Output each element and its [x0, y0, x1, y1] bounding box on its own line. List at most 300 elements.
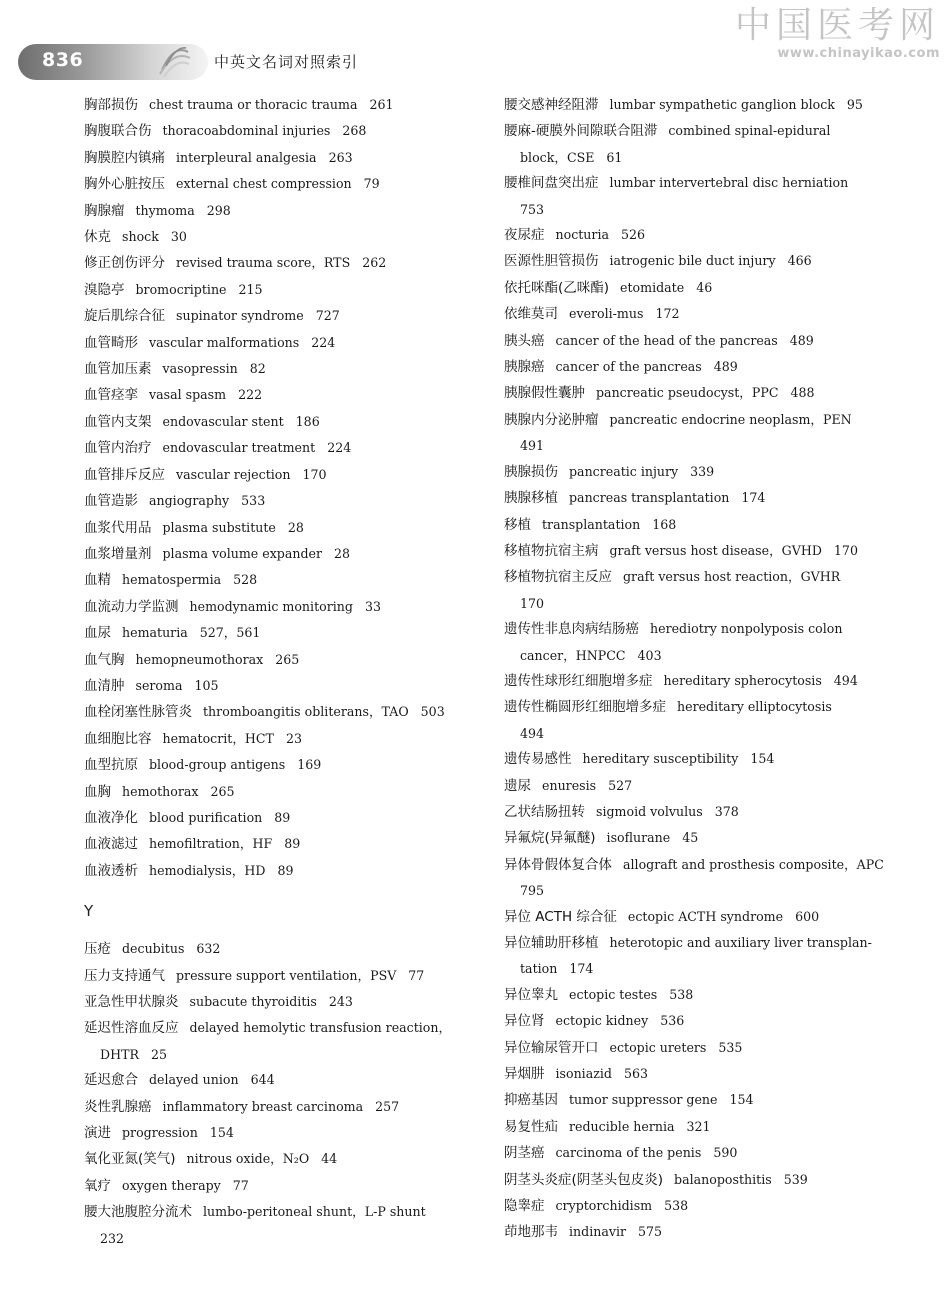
entry-english-term: herediotry nonpolyposis colon	[650, 621, 843, 637]
entry-english-term: shock	[122, 229, 159, 245]
entry-continuation	[84, 1226, 474, 1251]
entry-english-term: hereditary elliptocytosis	[677, 699, 832, 715]
entry-chinese-term: 移植物抗宿主反应	[504, 569, 612, 586]
entry-chinese-term: 遗传易感性	[504, 751, 572, 768]
entry-chinese-term: 茚地那韦	[504, 1224, 558, 1241]
index-entry	[504, 616, 894, 668]
entry-chinese-term: 胰腺假性囊肿	[504, 385, 585, 402]
entry-page-ref: 298	[206, 202, 231, 218]
index-entry	[84, 726, 474, 752]
index-entry	[84, 989, 474, 1015]
watermark-cn: 中国医考网	[734, 5, 940, 46]
index-entry	[84, 435, 474, 461]
entry-page-ref: 82	[249, 361, 266, 377]
entry-chinese-term: 异位睾丸	[504, 986, 558, 1003]
entry-chinese-term: 遗传性椭圆形红细胞增多症	[504, 699, 666, 716]
index-entry	[84, 92, 474, 118]
entry-continuation	[504, 956, 894, 981]
entry-page-ref: 503	[420, 704, 445, 720]
entry-continuation	[504, 145, 894, 170]
entry-page-ref: 538	[664, 1198, 689, 1214]
entry-continuation	[504, 591, 894, 616]
index-entry	[504, 799, 894, 825]
entry-page-ref: 154	[750, 751, 775, 767]
index-entry	[84, 963, 474, 989]
entry-english-term: bromocriptine	[135, 281, 227, 297]
entry-chinese-term: 遗传性球形红细胞增多症	[504, 672, 653, 689]
entry-page-ref: 28	[334, 545, 351, 561]
entry-english-term: oxygen therapy	[122, 1177, 221, 1193]
entry-english-term: supinator syndrome	[176, 308, 304, 324]
entry-english-term: thromboangitis obliterans，TAO	[203, 704, 409, 720]
entry-page-ref: 466	[787, 253, 812, 269]
entry-page-ref: 535	[718, 1039, 743, 1055]
entry-page-ref: 170	[833, 542, 858, 558]
entry-english-term: graft versus host reaction，GVHR	[623, 569, 841, 585]
entry-english-term: cryptorchidism	[555, 1198, 653, 1214]
entry-chinese-term: 异位 ACTH 综合征	[504, 908, 617, 925]
entry-chinese-term: 炎性乳腺癌	[84, 1098, 152, 1115]
entry-page-ref: 644	[250, 1072, 275, 1088]
entry-chinese-term: 异氟烷(异氟醚)	[504, 830, 596, 847]
entry-page-ref: 538	[669, 986, 694, 1002]
entry-page-ref: 527，561	[199, 625, 261, 641]
index-entry	[84, 515, 474, 541]
index-entry	[84, 382, 474, 408]
index-entry	[84, 1094, 474, 1120]
index-entry	[84, 198, 474, 224]
entry-english-term: endovascular treatment	[162, 440, 316, 456]
index-entry	[504, 222, 894, 248]
entry-chinese-term: 腰麻-硬膜外间隙联合阻滞	[504, 123, 658, 140]
entry-page-ref: 154	[729, 1092, 754, 1108]
entry-english-term: ectopic ureters	[609, 1039, 707, 1055]
entry-chinese-term: 胰腺损伤	[504, 463, 558, 480]
entry-chinese-term: 遗尿	[504, 777, 531, 794]
entry-page-ref: 170	[302, 466, 327, 482]
entry-english-term: thoracoabdominal injuries	[162, 123, 331, 139]
entry-page-ref: 28	[287, 519, 304, 535]
index-entry	[84, 409, 474, 435]
entry-english-term: heterotopic and auxiliary liver transplan-	[609, 935, 872, 950]
entry-page-ref: 494	[520, 725, 545, 741]
entry-page-ref: 174	[569, 961, 594, 977]
index-entry	[84, 303, 474, 329]
entry-page-ref: 600	[795, 908, 820, 924]
page-number: 836	[42, 49, 84, 71]
index-entry	[84, 541, 474, 567]
entry-english-term: pressure support ventilation，PSV	[176, 967, 397, 983]
entry-chinese-term: 异位肾	[504, 1013, 545, 1030]
entry-page-ref: 77	[232, 1177, 249, 1193]
entry-english-term: progression	[122, 1125, 198, 1141]
entry-chinese-term: 休克	[84, 229, 111, 246]
entry-page-ref: 488	[790, 385, 815, 401]
entry-english-term: blood purification	[149, 809, 263, 825]
entry-chinese-term: 异烟肼	[504, 1066, 545, 1083]
index-entry	[84, 805, 474, 831]
entry-chinese-term: 阴茎癌	[504, 1145, 545, 1162]
entry-english-term: isoniazid	[555, 1066, 612, 1082]
entry-english-term: hematospermia	[122, 572, 222, 588]
entry-english-term: seroma	[135, 677, 183, 693]
entry-page-ref: 222	[238, 387, 263, 403]
index-entry	[504, 92, 894, 118]
index-entry	[84, 594, 474, 620]
entry-chinese-term: 血型抗原	[84, 757, 138, 774]
entry-chinese-term: 溴隐亭	[84, 281, 125, 298]
entry-chinese-term: 医源性胆管损伤	[504, 253, 599, 270]
index-entry	[504, 773, 894, 799]
entry-english-term: blood-group antigens	[149, 757, 286, 773]
index-entry	[84, 673, 474, 699]
entry-chinese-term: 遗传性非息肉病结肠癌	[504, 621, 639, 638]
index-entry	[504, 301, 894, 327]
entry-english-term: angiography	[149, 493, 230, 509]
index-entry	[84, 567, 474, 593]
index-entry	[504, 1114, 894, 1140]
entry-english-term: hematuria	[122, 625, 188, 641]
entry-page-ref: 632	[196, 941, 221, 957]
entry-english-term: nocturia	[555, 227, 609, 243]
entry-chinese-term: 胰头癌	[504, 332, 545, 349]
entry-chinese-term: 夜尿症	[504, 227, 545, 244]
entry-page-ref: 168	[652, 516, 677, 532]
entry-page-ref: 77	[408, 967, 425, 983]
index-entry	[84, 330, 474, 356]
entry-english-term: vascular malformations	[149, 334, 300, 350]
entry-page-ref: 378	[714, 803, 739, 819]
index-entry	[84, 752, 474, 778]
entry-page-ref: 224	[327, 440, 352, 456]
entry-english-term: pancreas transplantation	[569, 490, 730, 506]
index-entry	[504, 118, 894, 170]
entry-page-ref: 243	[328, 994, 353, 1009]
index-entry	[504, 852, 894, 904]
index-entry	[84, 356, 474, 382]
entry-english-term: lumbo-peritoneal shunt，L-P shunt	[203, 1204, 426, 1220]
index-entry	[504, 170, 894, 222]
entry-english-term: inflammatory breast carcinoma	[162, 1098, 364, 1114]
index-entry	[504, 248, 894, 274]
index-entry	[504, 512, 894, 538]
entry-english-term: ectopic ACTH syndrome	[627, 908, 784, 924]
entry-chinese-term: 易复性疝	[504, 1118, 558, 1135]
entry-continuation	[504, 643, 894, 668]
left-entries-before	[84, 92, 474, 884]
entry-page-ref: 489	[789, 332, 814, 348]
page-header	[0, 0, 950, 90]
entry-page-ref: 489	[713, 359, 738, 375]
entry-page-ref: 89	[277, 862, 294, 878]
running-title: 中英文名词对照索引	[214, 53, 359, 71]
entry-chinese-term: 压力支持通气	[84, 967, 165, 984]
entry-chinese-term: 移植	[504, 516, 531, 533]
index-entry	[84, 118, 474, 144]
entry-page-ref: 536	[660, 1013, 685, 1029]
entry-chinese-term: 血浆增量剂	[84, 545, 152, 562]
index-entry	[84, 699, 474, 725]
entry-chinese-term: 血管加压素	[84, 361, 152, 378]
entry-chinese-term: 血液滤过	[84, 836, 138, 853]
entry-page-ref: 172	[655, 306, 680, 322]
entry-chinese-term: 胰腺癌	[504, 359, 545, 376]
entry-english-term: iatrogenic bile duct injury	[609, 253, 776, 269]
index-entry	[504, 459, 894, 485]
right-entries	[504, 92, 894, 1246]
entry-english-term: hemothorax	[122, 783, 199, 799]
entry-page-ref: 25	[150, 1046, 167, 1062]
index-entry	[504, 982, 894, 1008]
index-entry	[504, 1167, 894, 1193]
entry-page-ref: 494	[833, 672, 858, 688]
entry-page-ref: 79	[363, 176, 380, 192]
entry-english-term: tumor suppressor gene	[569, 1092, 718, 1108]
entry-chinese-term: 胰腺内分泌肿瘤	[504, 411, 599, 428]
index-entry	[504, 485, 894, 511]
entry-english-term: lumbar intervertebral disc herniation	[609, 175, 849, 191]
entry-chinese-term: 胸外心脏按压	[84, 176, 165, 193]
index-entry	[504, 694, 894, 746]
entry-english-term: everoli-mus	[569, 306, 644, 322]
entry-english-term: hemopneumothorax	[135, 651, 264, 667]
entry-chinese-term: 血管造影	[84, 493, 138, 510]
entry-english-term: pancreatic endocrine neoplasm，PEN	[609, 411, 852, 427]
entry-page-ref: 527	[608, 777, 633, 793]
index-entry	[504, 1193, 894, 1219]
entry-chinese-term: 血清肿	[84, 677, 125, 694]
watermark-url: www.chinayikao.com	[777, 46, 940, 61]
entry-chinese-term: 氧化亚氮(笑气)	[84, 1151, 176, 1168]
index-entry	[504, 275, 894, 301]
entry-english-term: hemodynamic monitoring	[189, 598, 353, 614]
entry-page-ref: 186	[295, 413, 320, 429]
entry-english-term: vasopressin	[162, 361, 238, 377]
entry-chinese-term: 胸腺瘤	[84, 202, 125, 219]
entry-english-term: isoflurane	[606, 830, 671, 846]
entry-english-term: combined spinal-epidural	[668, 123, 831, 139]
entry-page-ref: 45	[682, 830, 699, 846]
entry-chinese-term: 血管排斥反应	[84, 466, 165, 483]
entry-english-term: hematocrit，HCT	[162, 730, 274, 746]
entry-page-ref: 95	[846, 97, 863, 112]
index-entry	[84, 647, 474, 673]
entry-chinese-term: 胰腺移植	[504, 490, 558, 507]
entry-english-term: graft versus host disease，GVHD	[609, 542, 822, 558]
entry-chinese-term: 异体骨假体复合体	[504, 856, 612, 873]
entry-chinese-term: 血管内治疗	[84, 440, 152, 457]
index-entry	[84, 488, 474, 514]
entry-english-term: revised trauma score，RTS	[176, 255, 351, 271]
entry-page-ref: 403	[637, 647, 662, 663]
entry-english-term: indinavir	[569, 1224, 627, 1240]
entry-page-ref: 89	[274, 809, 291, 825]
index-entry	[84, 1173, 474, 1199]
index-entry	[504, 930, 894, 982]
swirl-logo-icon	[156, 40, 192, 80]
entry-english-term: hereditary susceptibility	[582, 751, 739, 767]
index-entry	[84, 936, 474, 962]
entry-chinese-term: 血尿	[84, 625, 111, 642]
index-entry	[504, 1219, 894, 1245]
entry-page-ref: 795	[520, 883, 545, 899]
entry-chinese-term: 胸膜腔内镇痛	[84, 149, 165, 166]
index-entry	[84, 1067, 474, 1093]
entry-chinese-term: 腰大池腹腔分流术	[84, 1204, 192, 1221]
entry-english-term: plasma substitute	[162, 519, 276, 535]
entry-page-ref: 563	[623, 1066, 648, 1082]
entry-chinese-term: 血液透析	[84, 862, 138, 879]
index-entry	[504, 1087, 894, 1113]
entry-page-ref: 753	[520, 201, 545, 217]
entry-chinese-term: 胸部损伤	[84, 97, 138, 113]
entry-chinese-term: 抑癌基因	[504, 1092, 558, 1109]
index-entry	[504, 538, 894, 564]
entry-chinese-term: 血气胸	[84, 651, 125, 668]
entry-english-term: sigmoid volvulus	[596, 803, 703, 819]
index-entry	[504, 328, 894, 354]
entry-continuation	[504, 197, 894, 222]
entry-page-ref: 33	[364, 598, 381, 614]
entry-english-term: pancreatic injury	[569, 463, 679, 479]
entry-chinese-term: 异位辅助肝移植	[504, 935, 599, 951]
entry-page-ref: 154	[209, 1125, 234, 1141]
entry-continuation-text: cancer，HNPCC	[520, 647, 626, 663]
entry-chinese-term: 血精	[84, 572, 111, 589]
entry-continuation-text: tation	[520, 961, 558, 977]
index-entry	[84, 1146, 474, 1172]
index-entry	[84, 858, 474, 884]
index-entry	[504, 407, 894, 459]
index-entry	[504, 1140, 894, 1166]
entry-english-term: pancreatic pseudocyst，PPC	[596, 385, 779, 401]
entry-page-ref: 61	[606, 149, 623, 165]
index-entry	[504, 1035, 894, 1061]
entry-chinese-term: 血细胞比容	[84, 730, 152, 747]
index-entry	[84, 1120, 474, 1146]
entry-page-ref: 232	[100, 1230, 125, 1246]
left-entries-after	[84, 936, 474, 1251]
entry-english-term: hemofiltration，HF	[149, 836, 273, 852]
entry-chinese-term: 血管内支架	[84, 413, 152, 430]
index-entry	[84, 250, 474, 276]
entry-chinese-term: 压疮	[84, 941, 111, 958]
index-entry	[504, 825, 894, 851]
index-entry	[84, 171, 474, 197]
entry-english-term: external chest compression	[176, 176, 352, 192]
entry-chinese-term: 腰椎间盘突出症	[504, 175, 599, 192]
entry-page-ref: 265	[275, 651, 300, 667]
entry-chinese-term: 亚急性甲状腺炎	[84, 994, 179, 1010]
entry-page-ref: 265	[210, 783, 235, 799]
entry-page-ref: 262	[362, 255, 387, 271]
entry-english-term: delayed union	[149, 1072, 239, 1088]
entry-page-ref: 257	[375, 1098, 400, 1114]
entry-page-ref: 30	[170, 229, 187, 245]
entry-chinese-term: 隐睾症	[504, 1198, 545, 1215]
entry-english-term: thymoma	[135, 202, 195, 218]
entry-english-term: cancer of the pancreas	[555, 359, 702, 375]
entry-chinese-term: 血流动力学监测	[84, 598, 179, 615]
index-entry	[84, 620, 474, 646]
entry-english-term: etomidate	[620, 279, 685, 295]
entry-english-term: nitrous oxide，N₂O	[186, 1151, 310, 1167]
entry-chinese-term: 胸腹联合伤	[84, 123, 152, 140]
entry-page-ref: 339	[690, 463, 715, 479]
entry-english-term: ectopic testes	[569, 986, 658, 1002]
entry-english-term: transplantation	[542, 516, 641, 532]
entry-page-ref: 526	[620, 227, 646, 243]
entry-chinese-term: 修正创伤评分	[84, 255, 165, 272]
section-letter: Y	[84, 902, 94, 921]
entry-english-term: reducible hernia	[569, 1118, 675, 1134]
entry-page-ref: 727	[315, 308, 340, 324]
entry-page-ref: 224	[311, 334, 336, 350]
entry-english-term: chest trauma or thoracic trauma	[149, 97, 358, 112]
entry-english-term: hemodialysis，HD	[149, 862, 266, 878]
index-entry	[504, 380, 894, 406]
entry-continuation	[504, 878, 894, 903]
index-entry	[84, 1199, 474, 1251]
entry-continuation	[504, 433, 894, 458]
entry-chinese-term: 血液净化	[84, 809, 138, 826]
entry-page-ref: 169	[297, 757, 322, 773]
entry-page-ref: 528	[233, 572, 258, 588]
entry-page-ref: 89	[284, 836, 301, 852]
index-entry	[504, 904, 894, 930]
entry-chinese-term: 腰交感神经阻滞	[504, 97, 599, 113]
entry-chinese-term: 乙状结肠扭转	[504, 803, 585, 820]
entry-english-term: delayed hemolytic transfusion reaction，	[189, 1020, 452, 1036]
entry-page-ref: 575	[638, 1224, 663, 1240]
entry-english-term: ectopic kidney	[555, 1013, 649, 1029]
index-entry	[84, 277, 474, 303]
index-entry	[504, 746, 894, 772]
index-entry	[84, 145, 474, 171]
entry-page-ref: 268	[342, 123, 367, 139]
entry-chinese-term: 演进	[84, 1125, 111, 1142]
watermark	[735, 6, 940, 62]
entry-english-term: endovascular stent	[162, 413, 284, 429]
entry-english-term: cancer of the head of the pancreas	[555, 332, 778, 348]
entry-continuation-text: block，CSE	[520, 149, 595, 165]
entry-english-term: interpleural analgesia	[176, 149, 317, 165]
entry-page-ref: 539	[783, 1171, 808, 1187]
right-column	[504, 92, 894, 1246]
entry-page-ref: 533	[241, 493, 266, 509]
entry-chinese-term: 延迟愈合	[84, 1072, 138, 1089]
entry-chinese-term: 血胸	[84, 783, 111, 800]
entry-page-ref: 174	[741, 490, 766, 506]
index-entry	[504, 354, 894, 380]
index-entry	[504, 1061, 894, 1087]
entry-english-term: hereditary spherocytosis	[663, 672, 822, 688]
entry-chinese-term: 移植物抗宿主病	[504, 542, 599, 559]
entry-chinese-term: 氧疗	[84, 1177, 111, 1194]
entry-page-ref: 215	[238, 281, 263, 297]
entry-chinese-term: 旋后肌综合征	[84, 308, 165, 325]
entry-english-term: plasma volume expander	[162, 545, 323, 561]
entry-chinese-term: 血浆代用品	[84, 519, 152, 536]
entry-english-term: carcinoma of the penis	[555, 1145, 702, 1161]
entry-english-term: vasal spasm	[149, 387, 227, 403]
index-entry	[84, 1015, 474, 1067]
entry-english-term: subacute thyroiditis	[189, 994, 317, 1009]
entry-chinese-term: 血管痉挛	[84, 387, 138, 404]
entry-page-ref: 105	[194, 677, 219, 693]
index-entry	[504, 564, 894, 616]
entry-page-ref: 23	[285, 730, 302, 746]
